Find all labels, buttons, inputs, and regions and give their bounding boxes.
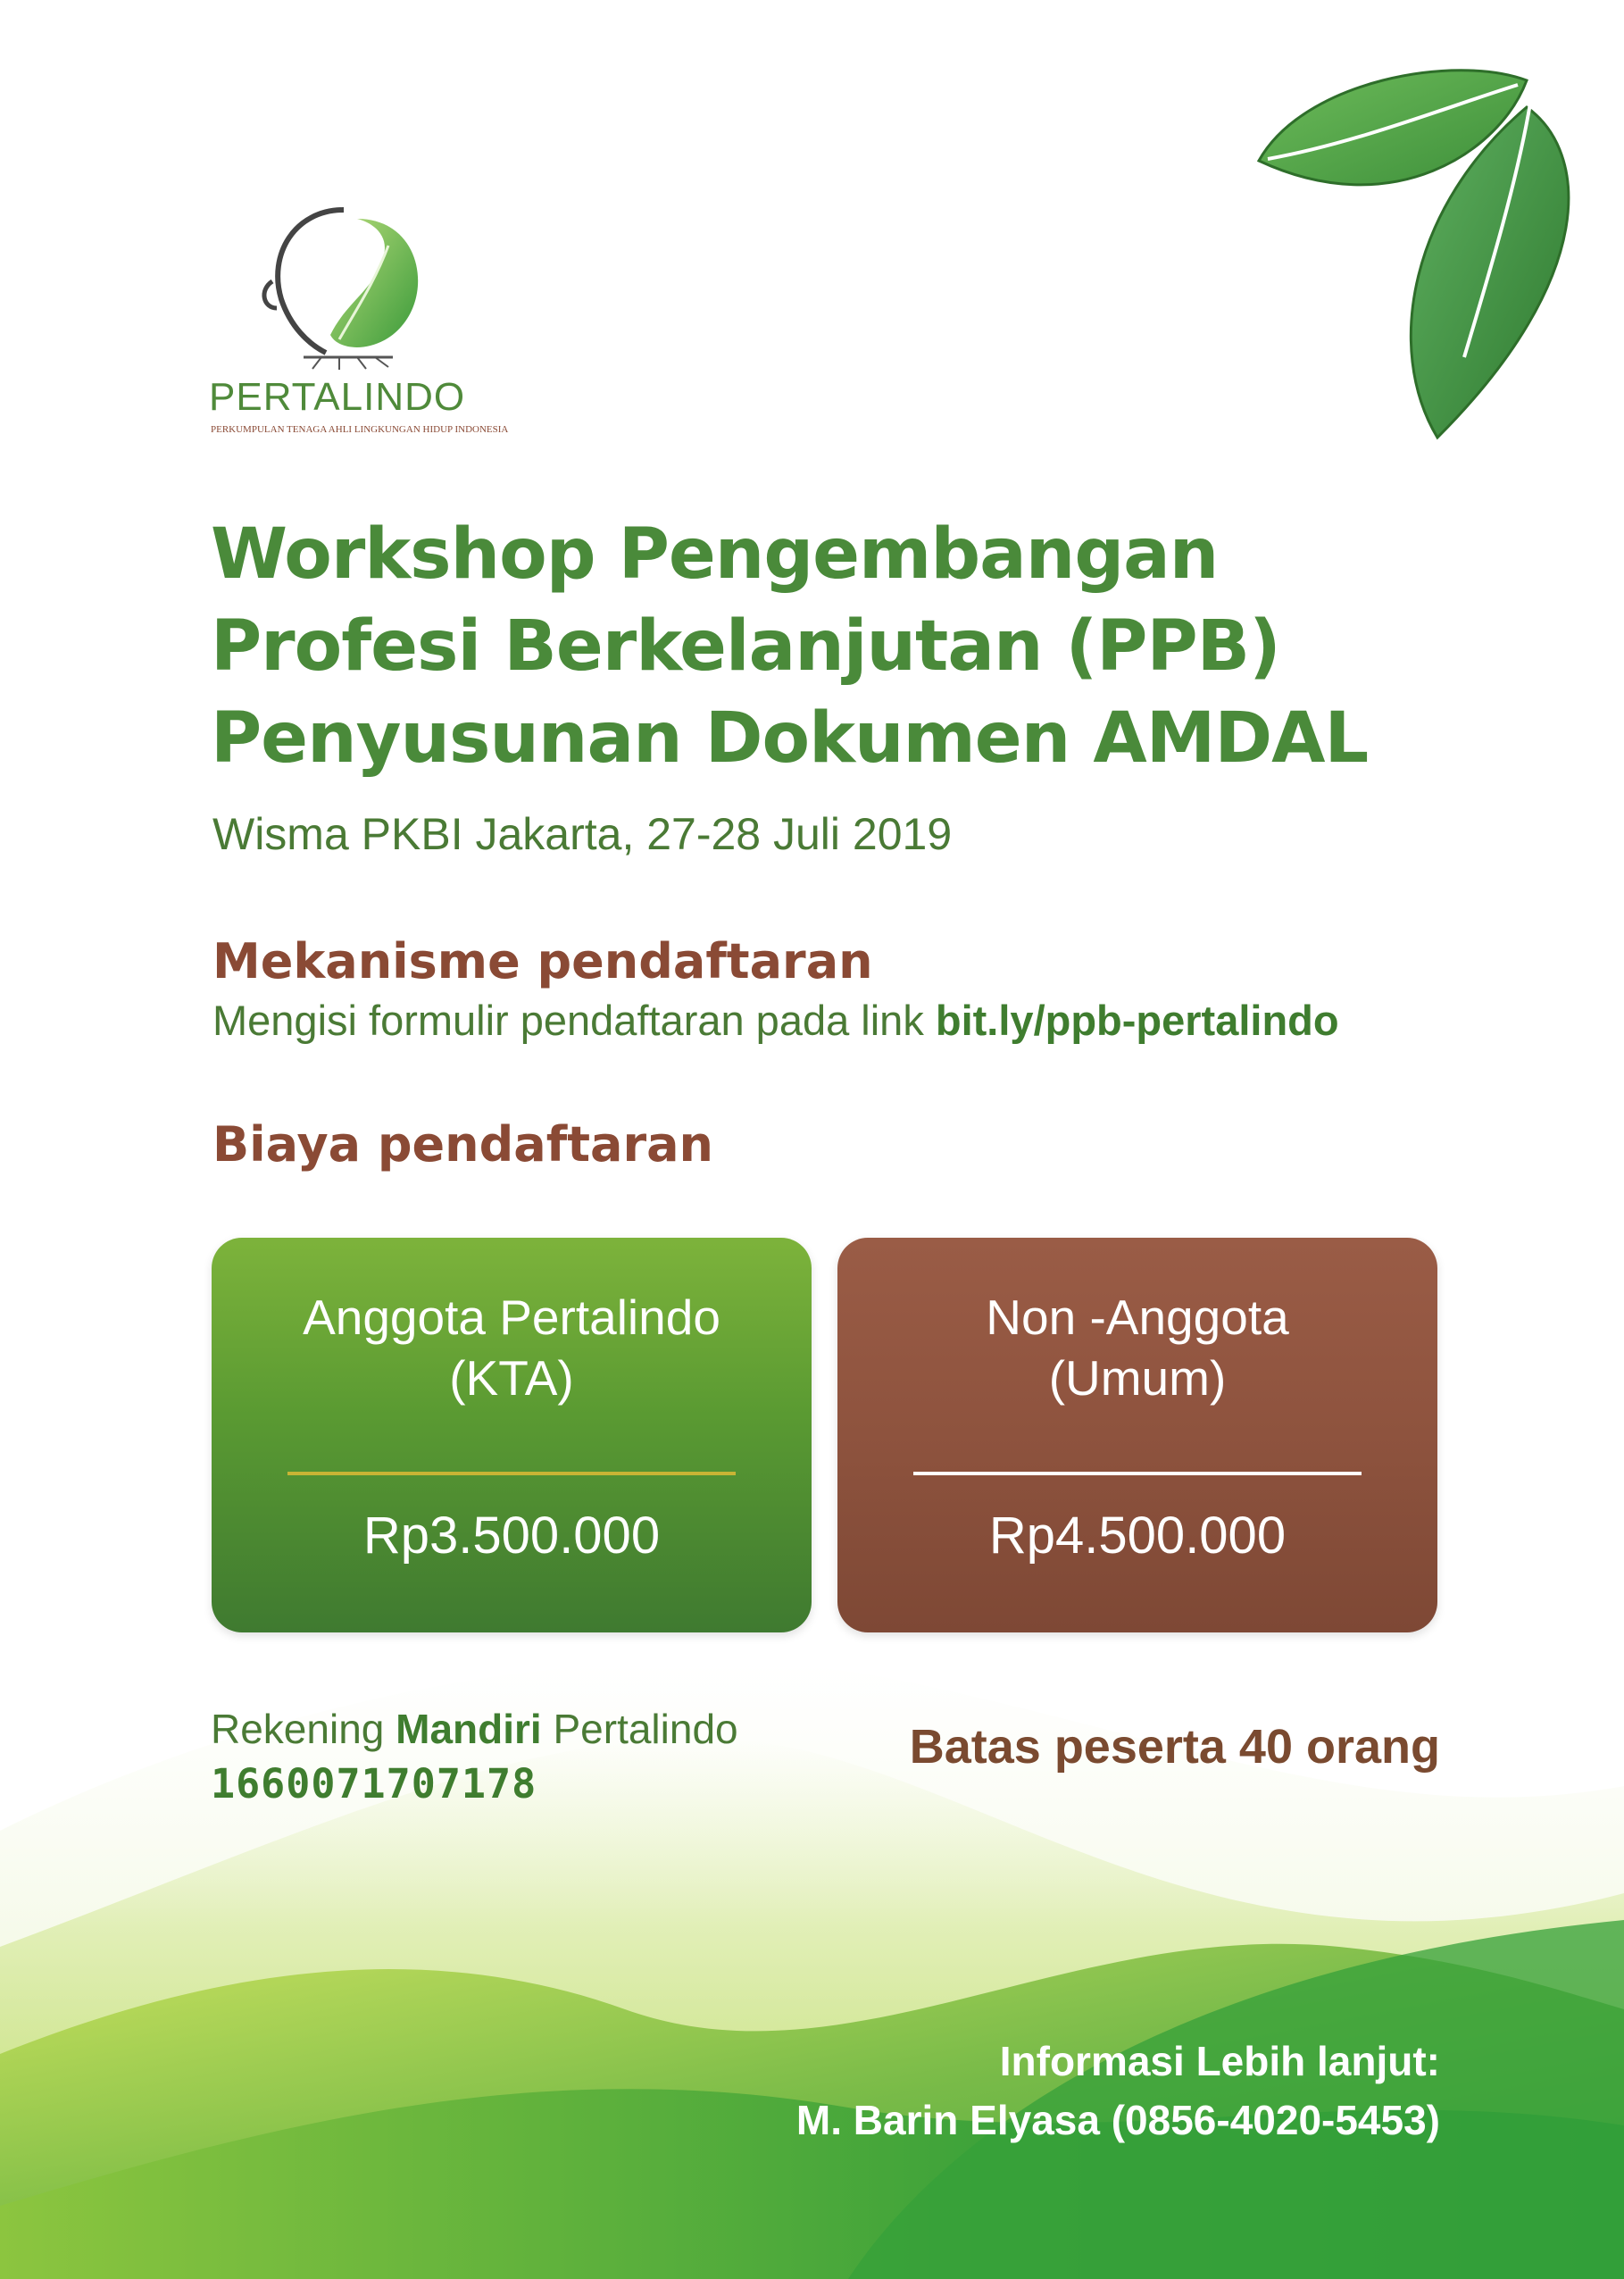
contact-person: M. Barin Elyasa (0856-4020-5453) bbox=[795, 2097, 1440, 2143]
nonmember-price-card bbox=[837, 1238, 1437, 1632]
contact-info bbox=[796, 2032, 1440, 2150]
nonmember-card-label-line1: Non -Anggota bbox=[986, 1290, 1289, 1345]
member-price: Rp3.500.000 bbox=[362, 1507, 661, 1565]
leaf-logo-icon bbox=[241, 192, 455, 371]
logo-tagline: PERKUMPULAN TENAGA AHLI LINGKUNGAN HIDUP INDONESIA bbox=[211, 424, 509, 435]
bank-account-prefix: Rekening bbox=[211, 1706, 385, 1752]
registration-link[interactable]: bit.ly/ppb-pertalindo bbox=[935, 997, 1339, 1044]
member-card-label-line1: Anggota Pertalindo bbox=[303, 1290, 720, 1345]
registration-instruction: Mengisi formulir pendaftaran pada link bbox=[212, 997, 924, 1044]
member-price-card bbox=[212, 1238, 812, 1632]
member-card-label-line2: (KTA) bbox=[449, 1350, 574, 1406]
participant-limit: Batas peserta 40 orang bbox=[909, 1720, 1440, 1774]
page-title bbox=[211, 509, 1461, 785]
title-line-1: Workshop Pengembangan bbox=[211, 514, 1219, 595]
bank-account-suffix: Pertalindo bbox=[553, 1706, 738, 1752]
member-card-label bbox=[212, 1287, 812, 1408]
venue-date: Wisma PKBI Jakarta, 27-28 Juli 2019 bbox=[212, 809, 953, 859]
leaves-decoration bbox=[1232, 45, 1607, 464]
nonmember-price: Rp4.500.000 bbox=[988, 1507, 1287, 1565]
title-line-2: Profesi Berkelanjutan (PPB) bbox=[211, 606, 1280, 687]
bank-account bbox=[211, 1701, 738, 1812]
title-line-3: Penyusunan Dokumen AMDAL bbox=[211, 698, 1369, 779]
member-card-divider bbox=[287, 1472, 736, 1475]
bank-account-label bbox=[211, 1701, 738, 1757]
bank-account-number: 1660071707178 bbox=[211, 1760, 537, 1807]
contact-info-title: Informasi Lebih lanjut: bbox=[999, 2038, 1440, 2084]
registration-mechanism-text bbox=[212, 996, 1339, 1045]
logo-name: PERTALINDO bbox=[209, 375, 466, 419]
registration-fee-title: Biaya pendaftaran bbox=[212, 1116, 713, 1173]
bank-name: Mandiri bbox=[396, 1706, 542, 1752]
nonmember-card-divider bbox=[913, 1472, 1362, 1475]
nonmember-card-label bbox=[837, 1287, 1437, 1408]
nonmember-card-label-line2: (Umum) bbox=[1048, 1350, 1227, 1406]
pertalindo-logo bbox=[205, 192, 509, 442]
registration-mechanism-title: Mekanisme pendaftaran bbox=[212, 933, 873, 989]
